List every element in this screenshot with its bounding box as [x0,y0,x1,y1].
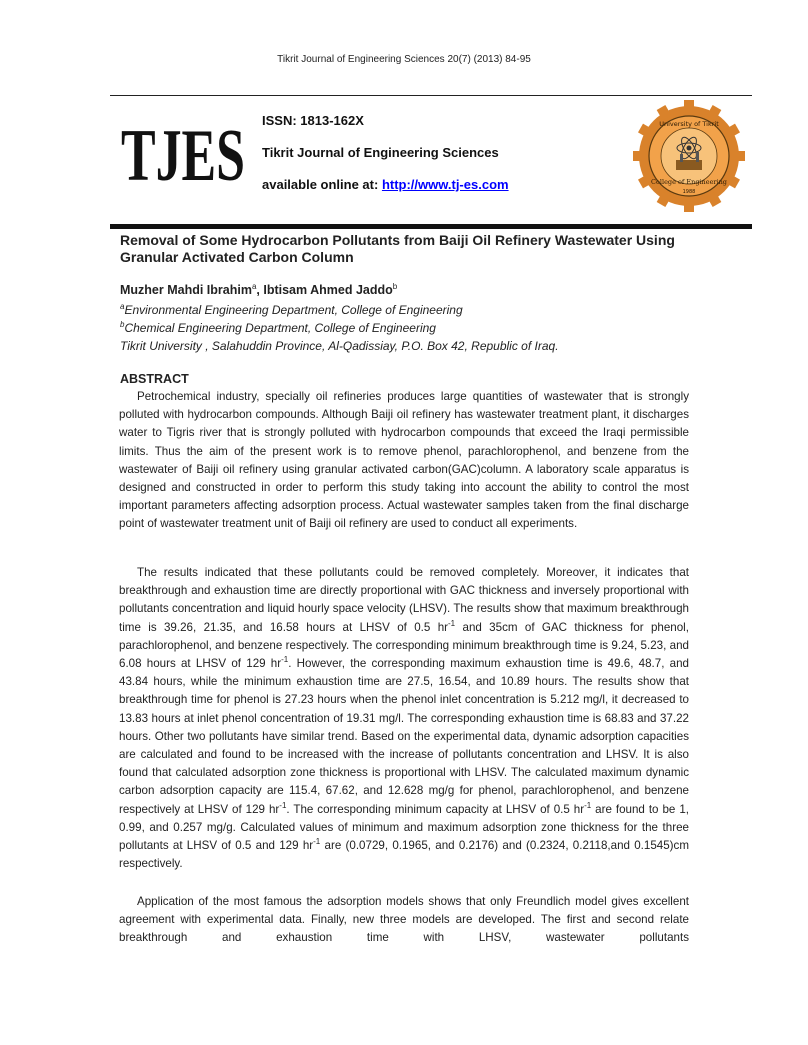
svg-text:College of Engineering: College of Engineering [651,178,727,186]
university-seal-logo [628,92,750,214]
sup-4: -1 [584,800,592,810]
p2-part-c: . However, the corresponding maximum exhaustion time is 49.6, 48.7, and 43.84 hours, while the minimum exhaustion time are 27.5, 16.54, and 10.89 hours. The results show that breakthrough time for phenol is 27.23 hours when the phenol inlet concentration is 5.212 mg/l, it decreased to 13.83 hours at inlet phenol concentration of 19.31 mg/l. The corresponding exhaustion time is 68.83 and 37.22 hours. Other two pollutants have similar trend. Based on the experimental data, dynamic adsorption capacities are calculated and found to be increased with the increase of pollutants concentration and LHSV. It is also found that calculated adsorption zone thickness is proportional with LHSV. The calculated maximum dynamic carbon adsorption capacity are 115.4, 67.62, and 12.628 mg/g for phenol, parachlorophenol, and benzene respectively at LHSV of 129 hr [119,657,689,816]
p2-part-b: and 35cm of GAC thickness for phenol, parachlorophenol, and benzene respectively. The corresponding minimum breakthrough time is 9.24, 5.23, and 6.08 hours at LHSV of 129 hr [119,620,689,671]
journal-name: Tikrit Journal of Engineering Sciences [262,145,499,160]
author-line [120,282,397,297]
svg-text:1988: 1988 [682,189,696,195]
title-rule [110,224,752,229]
journal-url-link[interactable]: http://www.tj-es.com [381,177,509,192]
sup-1: -1 [448,618,456,628]
affiliation-1-sup: a [120,302,125,311]
sup-2: -1 [281,655,289,665]
affiliation-2 [120,320,436,335]
sup-5: -1 [313,837,321,847]
p2-part-f: are (0.0729, 0.1965, and 0.2176) and (0.2324, 0.2118,and 0.1545)cm respectively. [119,839,690,871]
author-separator: , [256,283,264,298]
availability-line [262,177,509,192]
affiliation-3: Tikrit University , Salahuddin Province, Al-Qadissiay, P.O. Box 42, Republic of Iraq. [120,339,559,353]
abstract-heading: ABSTRACT [120,372,189,386]
author-1: Muzher Mahdi Ibrahim [120,283,252,298]
p2-part-a: The results indicated that these pollutants could be removed completely. Moreover, it indicates that breakthrough and exhaustion time are directly proportional with GAC thickness and inversely proportional with pollutants concentration and liquid hourly space velocity (LHSV). The results show that maximum breakthrough time is 39.26, 21.35, and 16.58 hours at LHSV of 0.5 hr [119,566,689,634]
tjes-logo [120,110,250,190]
affiliation-1 [120,302,463,317]
journal-citation-line: Tikrit Journal of Engineering Sciences 20(7) (2013) 84-95 [277,54,531,65]
affiliation-2-text: Chemical Engineering Department, College of Engineering [124,321,436,335]
abstract-paragraph-2 [119,564,689,873]
affiliation-1-text: Environmental Engineering Department, College of Engineering [124,303,463,317]
available-label: available online at: [262,177,382,192]
abstract-paragraph-1: Petrochemical industry, specially oil refineries produces large quantities of wastewater that is strongly polluted with hydrocarbon compounds. Although Baiji oil refinery has wastewater treatment plant, it discharges water to Tigris river that is strongly polluted with hydrocarbon compounds that exceed the Iraqi permissible limits. Thus the aim of the present work is to remove phenol, parachlorophenol, and benzene from the wastewater of Baiji oil refinery using granular activated carbon(GAC)column. A laboratory scale apparatus is designed and constructed in order to perform this study taking into account the ability to control the most important parameters affecting adsorption process. Actual wastewater samples taken from the final discharge point of wastewater treatment unit of Baiji oil refinery are used to conduct all experiments. [119,390,689,531]
paper-title: Removal of Some Hydrocarbon Pollutants from Baiji Oil Refinery Wastewater Using Granular Activated Carbon Column [120,232,675,265]
p2-part-e: are found to be 1, 0.99, and 0.257 mg/g. Calculated values of minimum and maximum adsorption zone thickness for the three pollutants at LHSV of 0.5 and 129 hr [119,802,689,853]
svg-text:University of Tikrit: University of Tikrit [659,120,719,128]
svg-text:TJES: TJES [121,115,245,190]
sup-3: -1 [279,800,287,810]
affiliation-2-sup: b [120,320,125,329]
author-2-sup: b [392,282,398,291]
issn: ISSN: 1813-162X [262,113,364,128]
author-2: Ibtisam Ahmed Jaddo [263,283,393,298]
p2-part-d: . The corresponding minimum capacity at LHSV of 0.5 hr [286,802,585,816]
abstract-paragraph-3: Application of the most famous the adsorption models shows that only Freundlich model gives excellent agreement with experimental data. Finally, new three models are developed. The first and second relate breakthrough and exhaustion time with LHSV, wastewater pollutants [119,895,689,945]
author-1-sup: a [251,282,257,291]
